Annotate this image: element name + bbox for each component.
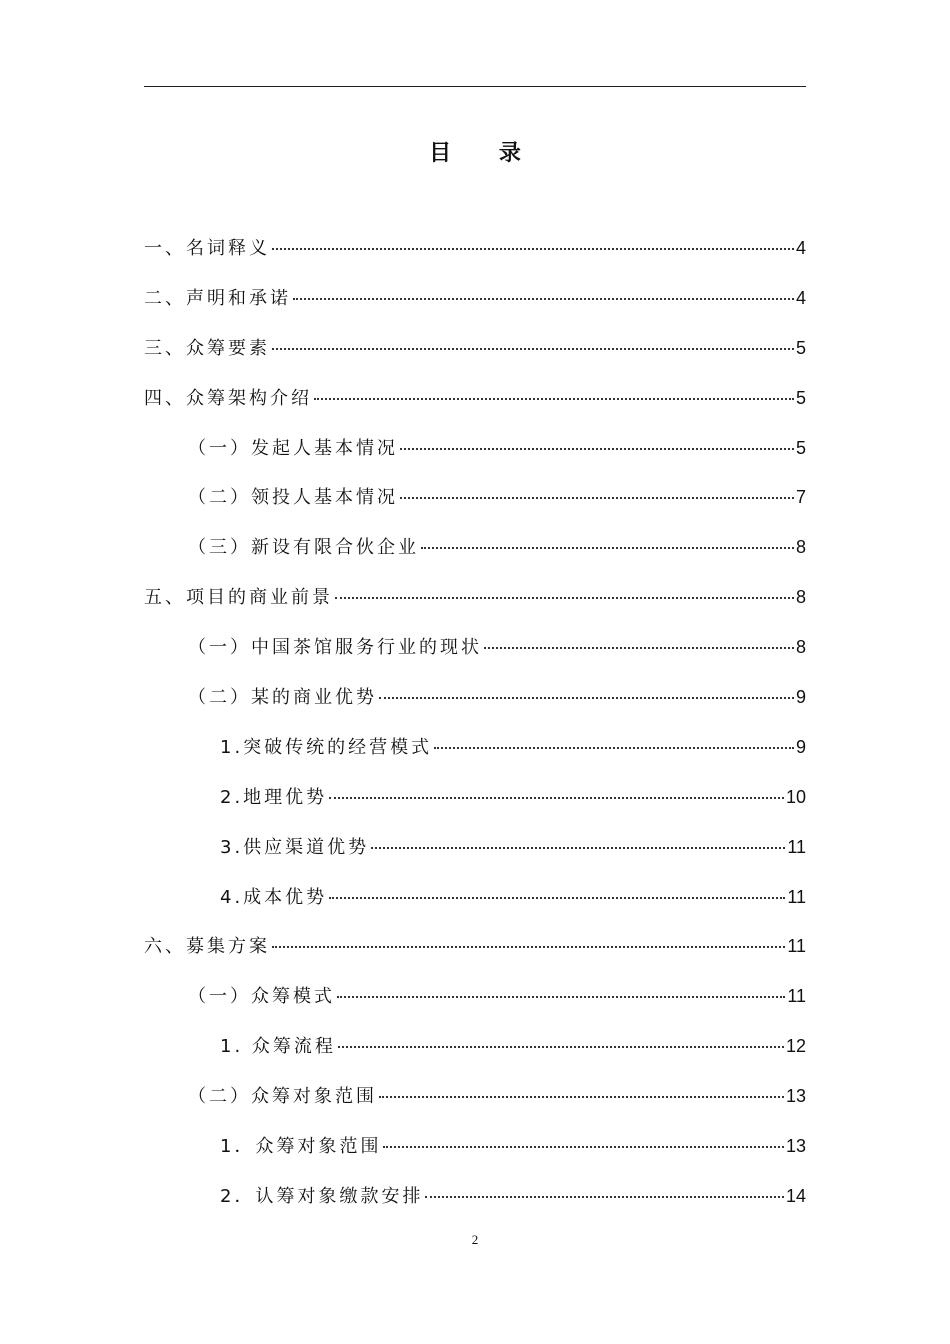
toc-entry[interactable] bbox=[144, 1172, 806, 1222]
toc-entry-page: 5 bbox=[795, 387, 806, 408]
toc-entry-page: 4 bbox=[795, 238, 806, 258]
toc-leader-dots bbox=[400, 497, 794, 499]
toc-entry-page: 5 bbox=[795, 337, 806, 358]
toc-leader-dots bbox=[425, 1196, 784, 1198]
toc-entry-text: 五、项目的商业前景 bbox=[144, 587, 333, 609]
toc-entry-text: （三）新设有限合伙企业 bbox=[188, 537, 419, 559]
toc-title: 目 录 bbox=[429, 140, 541, 166]
toc-leader-dots bbox=[484, 647, 794, 649]
toc-leader-dots bbox=[383, 1146, 784, 1148]
toc-entry-page: 7 bbox=[795, 487, 806, 508]
toc-entry-text: 1. 众筹流程 bbox=[220, 1036, 336, 1058]
toc-leader-dots bbox=[338, 1046, 784, 1048]
toc-entry[interactable] bbox=[144, 723, 806, 773]
toc-entry-page: 5 bbox=[795, 437, 806, 458]
toc-leader-dots bbox=[337, 996, 785, 998]
toc-entry[interactable] bbox=[144, 424, 806, 474]
toc-leader-dots bbox=[379, 1096, 784, 1098]
toc-entry-text: 4.成本优势 bbox=[220, 886, 328, 908]
toc-entry-page: 8 bbox=[795, 587, 806, 608]
toc-entry[interactable] bbox=[144, 523, 806, 573]
toc-entry-text: （二）某的商业优势 bbox=[188, 687, 377, 709]
toc-leader-dots bbox=[329, 797, 784, 799]
toc-entry[interactable] bbox=[144, 873, 806, 923]
toc-entry[interactable] bbox=[144, 1122, 806, 1172]
toc-entry-page: 12 bbox=[785, 1036, 806, 1057]
table-of-contents bbox=[144, 224, 806, 1222]
toc-entry[interactable] bbox=[144, 374, 806, 424]
toc-entry[interactable] bbox=[144, 922, 806, 972]
toc-entry-text: （一）众筹模式 bbox=[188, 986, 335, 1008]
toc-entry-text: （一）中国茶馆服务行业的现状 bbox=[188, 637, 482, 659]
header-rule bbox=[144, 86, 806, 87]
toc-entry-text: 2．认筹对象缴款安排 bbox=[220, 1185, 424, 1207]
toc-entry-page: 8 bbox=[795, 537, 806, 558]
toc-entry[interactable] bbox=[144, 224, 806, 274]
toc-entry-page: 11 bbox=[787, 886, 806, 907]
toc-entry[interactable] bbox=[144, 1072, 806, 1122]
toc-entry[interactable] bbox=[144, 673, 806, 723]
toc-entry-text: 一、名词释义 bbox=[144, 238, 270, 259]
page-number: 2 bbox=[471, 1232, 479, 1247]
toc-entry[interactable] bbox=[144, 823, 806, 873]
toc-leader-dots bbox=[335, 597, 794, 599]
toc-entry[interactable] bbox=[144, 773, 806, 823]
toc-entry-text: （二）众筹对象范围 bbox=[188, 1086, 377, 1108]
toc-leader-dots bbox=[434, 747, 794, 749]
toc-leader-dots bbox=[272, 348, 794, 350]
toc-entry-text: 1．众筹对象范围 bbox=[220, 1136, 382, 1158]
toc-entry[interactable] bbox=[144, 1022, 806, 1072]
toc-leader-dots bbox=[314, 398, 794, 400]
toc-entry-text: （二）领投人基本情况 bbox=[188, 487, 398, 509]
toc-entry-page: 9 bbox=[795, 687, 806, 708]
toc-leader-dots bbox=[421, 547, 794, 549]
toc-leader-dots bbox=[272, 248, 794, 250]
toc-entry-text: 1.突破传统的经营模式 bbox=[220, 736, 433, 758]
toc-entry-page: 11 bbox=[787, 836, 806, 857]
toc-leader-dots bbox=[371, 847, 785, 849]
toc-entry[interactable] bbox=[144, 573, 806, 623]
toc-leader-dots bbox=[329, 897, 785, 899]
toc-entry[interactable] bbox=[144, 473, 806, 523]
toc-entry-page: 10 bbox=[785, 786, 806, 807]
toc-leader-dots bbox=[293, 298, 794, 300]
toc-entry-text: 六、募集方案 bbox=[144, 936, 270, 958]
toc-entry[interactable] bbox=[144, 324, 806, 374]
toc-entry[interactable] bbox=[144, 972, 806, 1022]
toc-entry-page: 13 bbox=[785, 1086, 806, 1107]
toc-entry-text: （一）发起人基本情况 bbox=[188, 437, 398, 459]
toc-entry-text: 三、众筹要素 bbox=[144, 337, 270, 359]
toc-entry-text: 二、声明和承诺 bbox=[144, 287, 291, 309]
toc-entry-page: 8 bbox=[795, 637, 806, 658]
toc-entry-page: 13 bbox=[785, 1136, 806, 1157]
toc-leader-dots bbox=[272, 946, 785, 948]
toc-entry-page: 11 bbox=[787, 986, 806, 1007]
toc-entry-text: 四、众筹架构介绍 bbox=[144, 387, 312, 409]
toc-leader-dots bbox=[379, 697, 794, 699]
toc-leader-dots bbox=[400, 448, 794, 450]
toc-entry-page: 4 bbox=[795, 287, 806, 308]
toc-entry-page: 9 bbox=[795, 736, 806, 757]
toc-entry[interactable] bbox=[144, 274, 806, 324]
toc-entry[interactable] bbox=[144, 623, 806, 673]
toc-entry-text: 2.地理优势 bbox=[220, 786, 328, 808]
toc-entry-text: 3.供应渠道优势 bbox=[220, 836, 370, 858]
toc-entry-page: 11 bbox=[787, 936, 806, 957]
toc-entry-page: 14 bbox=[785, 1185, 806, 1206]
